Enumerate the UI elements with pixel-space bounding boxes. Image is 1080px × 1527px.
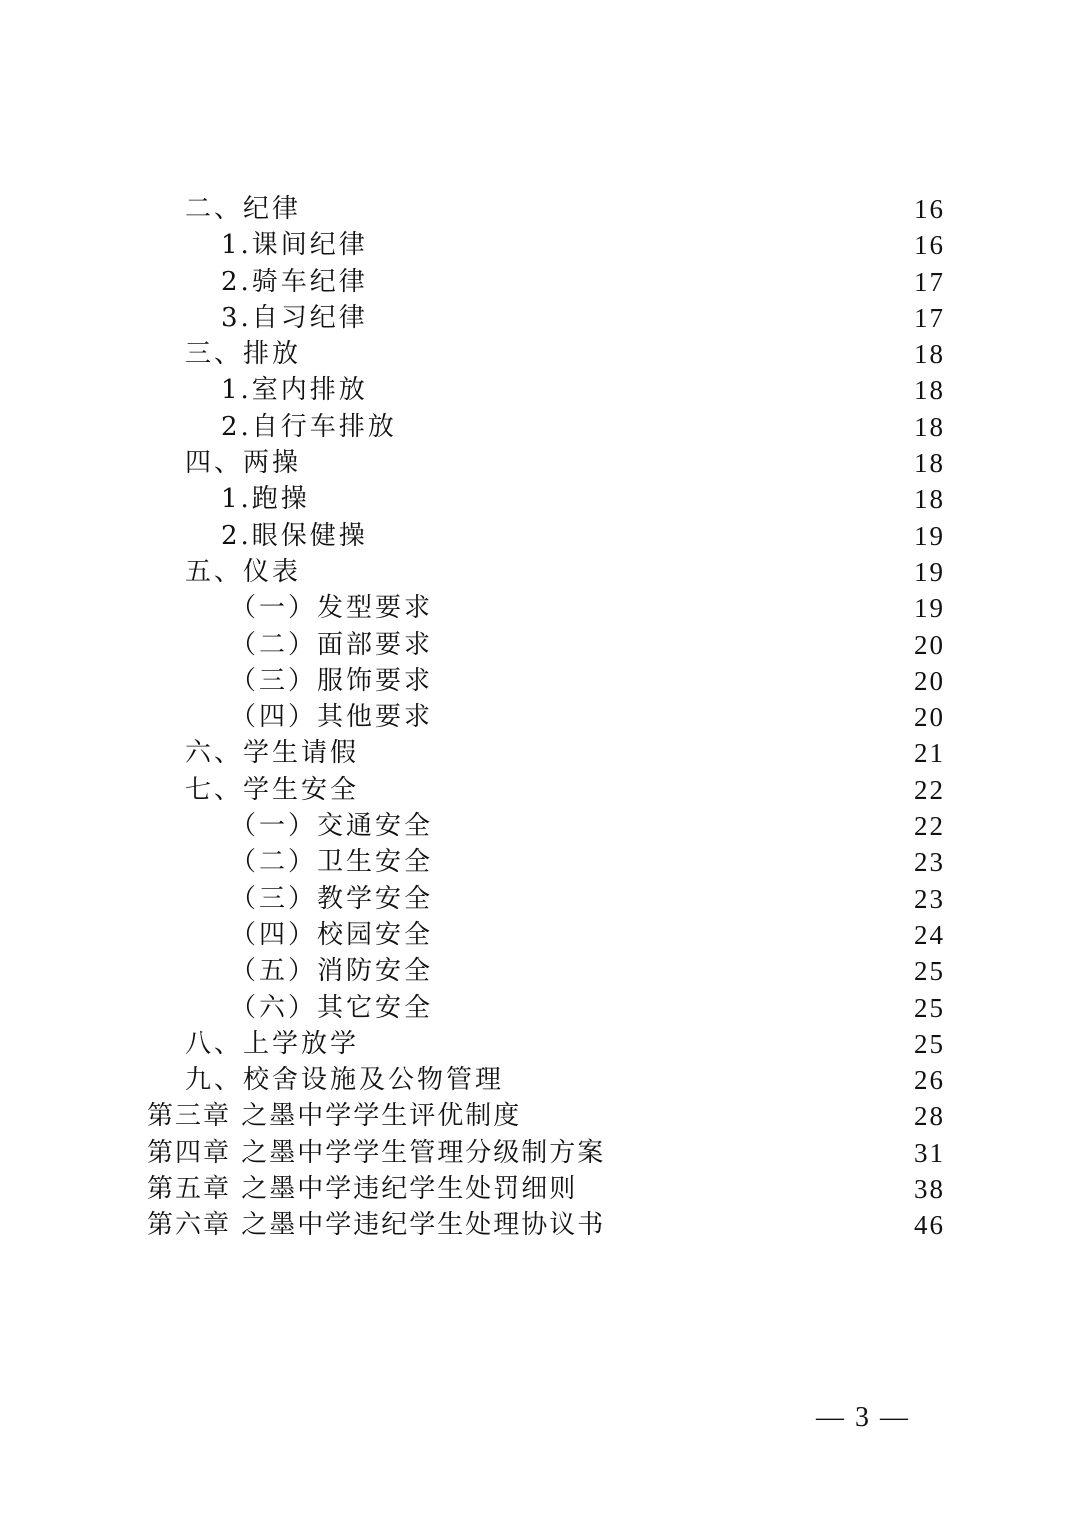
toc-entry-page-number: 24 <box>914 919 945 950</box>
toc-entry-title: （六）其它安全 <box>230 992 434 1023</box>
toc-entry-title: （四）校园安全 <box>230 919 434 950</box>
toc-entry-page-number: 22 <box>914 811 945 842</box>
toc-entry[interactable] <box>0 409 1080 445</box>
toc-entry-title: 四、两操 <box>185 448 302 479</box>
toc-entry-page-number: 31 <box>914 1137 945 1168</box>
toc-entry-page-number: 23 <box>914 847 945 878</box>
toc-entry[interactable] <box>0 336 1080 372</box>
toc-entry-page-number: 18 <box>914 484 945 515</box>
toc-entry-page-number: 20 <box>914 665 945 696</box>
toc-entry-title: 2.自行车排放 <box>221 411 397 442</box>
toc-entry[interactable] <box>0 300 1080 336</box>
toc-entry-title: 八、上学放学 <box>185 1028 360 1059</box>
toc-entry-page-number: 16 <box>914 230 945 261</box>
toc-entry-page-number: 20 <box>914 629 945 660</box>
toc-entry[interactable] <box>0 554 1080 590</box>
toc-entry-page-number: 19 <box>914 593 945 624</box>
toc-entry-title: （二）卫生安全 <box>230 847 434 878</box>
toc-entry-page-number: 17 <box>914 302 945 333</box>
toc-entry-title: 六、学生请假 <box>185 738 360 769</box>
toc-entry[interactable] <box>0 1026 1080 1062</box>
toc-entry[interactable] <box>0 518 1080 554</box>
toc-entry-page-number: 18 <box>914 375 945 406</box>
toc-entry-page-number: 17 <box>914 266 945 297</box>
toc-entry-title: （三）教学安全 <box>230 883 434 914</box>
table-of-contents <box>0 191 1080 1244</box>
toc-entry-title: （三）服饰要求 <box>230 665 434 696</box>
toc-entry-title: 九、校舍设施及公物管理 <box>185 1065 505 1096</box>
toc-entry[interactable] <box>0 735 1080 771</box>
toc-entry[interactable] <box>0 917 1080 953</box>
toc-entry-page-number: 22 <box>914 774 945 805</box>
toc-entry-title: （四）其他要求 <box>230 702 434 733</box>
page-number: — 3 — <box>816 1402 910 1433</box>
toc-entry-title: 3.自习纪律 <box>221 302 368 333</box>
toc-entry[interactable] <box>0 191 1080 227</box>
toc-entry-title: 三、排放 <box>185 339 302 370</box>
toc-entry[interactable] <box>0 264 1080 300</box>
toc-entry-page-number: 25 <box>914 992 945 1023</box>
toc-entry-page-number: 18 <box>914 448 945 479</box>
toc-entry-page-number: 28 <box>914 1101 945 1132</box>
toc-entry[interactable] <box>0 663 1080 699</box>
toc-entry[interactable] <box>0 990 1080 1026</box>
toc-entry-title: （五）消防安全 <box>230 956 434 987</box>
toc-entry[interactable] <box>0 227 1080 263</box>
toc-entry-title: 2.眼保健操 <box>221 520 368 551</box>
toc-entry-page-number: 25 <box>914 956 945 987</box>
toc-entry[interactable] <box>0 481 1080 517</box>
toc-entry[interactable] <box>0 445 1080 481</box>
toc-entry-title: （一）发型要求 <box>230 593 434 624</box>
toc-entry-page-number: 20 <box>914 702 945 733</box>
toc-entry-page-number: 18 <box>914 411 945 442</box>
toc-entry[interactable] <box>0 1207 1080 1243</box>
toc-entry-page-number: 38 <box>914 1174 945 1205</box>
toc-entry-page-number: 46 <box>914 1210 945 1241</box>
toc-entry[interactable] <box>0 808 1080 844</box>
toc-entry-page-number: 19 <box>914 556 945 587</box>
toc-entry[interactable] <box>0 772 1080 808</box>
toc-entry-page-number: 26 <box>914 1065 945 1096</box>
toc-entry-page-number: 23 <box>914 883 945 914</box>
toc-entry-title: 第四章 之墨中学学生管理分级制方案 <box>147 1137 606 1168</box>
toc-entry-title: 二、纪律 <box>185 194 302 224</box>
page-footer <box>0 1402 1080 1442</box>
toc-entry-title: 1.室内排放 <box>221 375 368 406</box>
toc-entry[interactable] <box>0 953 1080 989</box>
toc-entry-title: 1.跑操 <box>221 484 310 515</box>
toc-entry-page-number: 25 <box>914 1028 945 1059</box>
toc-entry-title: 第三章 之墨中学学生评优制度 <box>147 1101 522 1132</box>
toc-entry[interactable] <box>0 881 1080 917</box>
toc-entry[interactable] <box>0 590 1080 626</box>
toc-entry-title: 2.骑车纪律 <box>221 266 368 297</box>
toc-entry[interactable] <box>0 1098 1080 1134</box>
toc-entry[interactable] <box>0 1135 1080 1171</box>
toc-entry-page-number: 18 <box>914 339 945 370</box>
toc-entry[interactable] <box>0 627 1080 663</box>
toc-entry[interactable] <box>0 844 1080 880</box>
toc-entry-title: 1.课间纪律 <box>221 230 368 261</box>
toc-entry-title: 五、仪表 <box>185 556 302 587</box>
toc-entry[interactable] <box>0 699 1080 735</box>
toc-entry-page-number: 21 <box>914 738 945 769</box>
toc-entry[interactable] <box>0 372 1080 408</box>
toc-entry-title: 七、学生安全 <box>185 774 360 805</box>
toc-entry-title: （一）交通安全 <box>230 811 434 842</box>
toc-entry-title: （二）面部要求 <box>230 629 434 660</box>
toc-entry-page-number: 19 <box>914 520 945 551</box>
toc-entry[interactable] <box>0 1171 1080 1207</box>
toc-entry-page-number: 16 <box>914 194 945 224</box>
toc-entry-title: 第六章 之墨中学违纪学生处理协议书 <box>147 1210 606 1241</box>
toc-entry-title: 第五章 之墨中学违纪学生处罚细则 <box>147 1174 578 1205</box>
toc-entry[interactable] <box>0 1062 1080 1098</box>
